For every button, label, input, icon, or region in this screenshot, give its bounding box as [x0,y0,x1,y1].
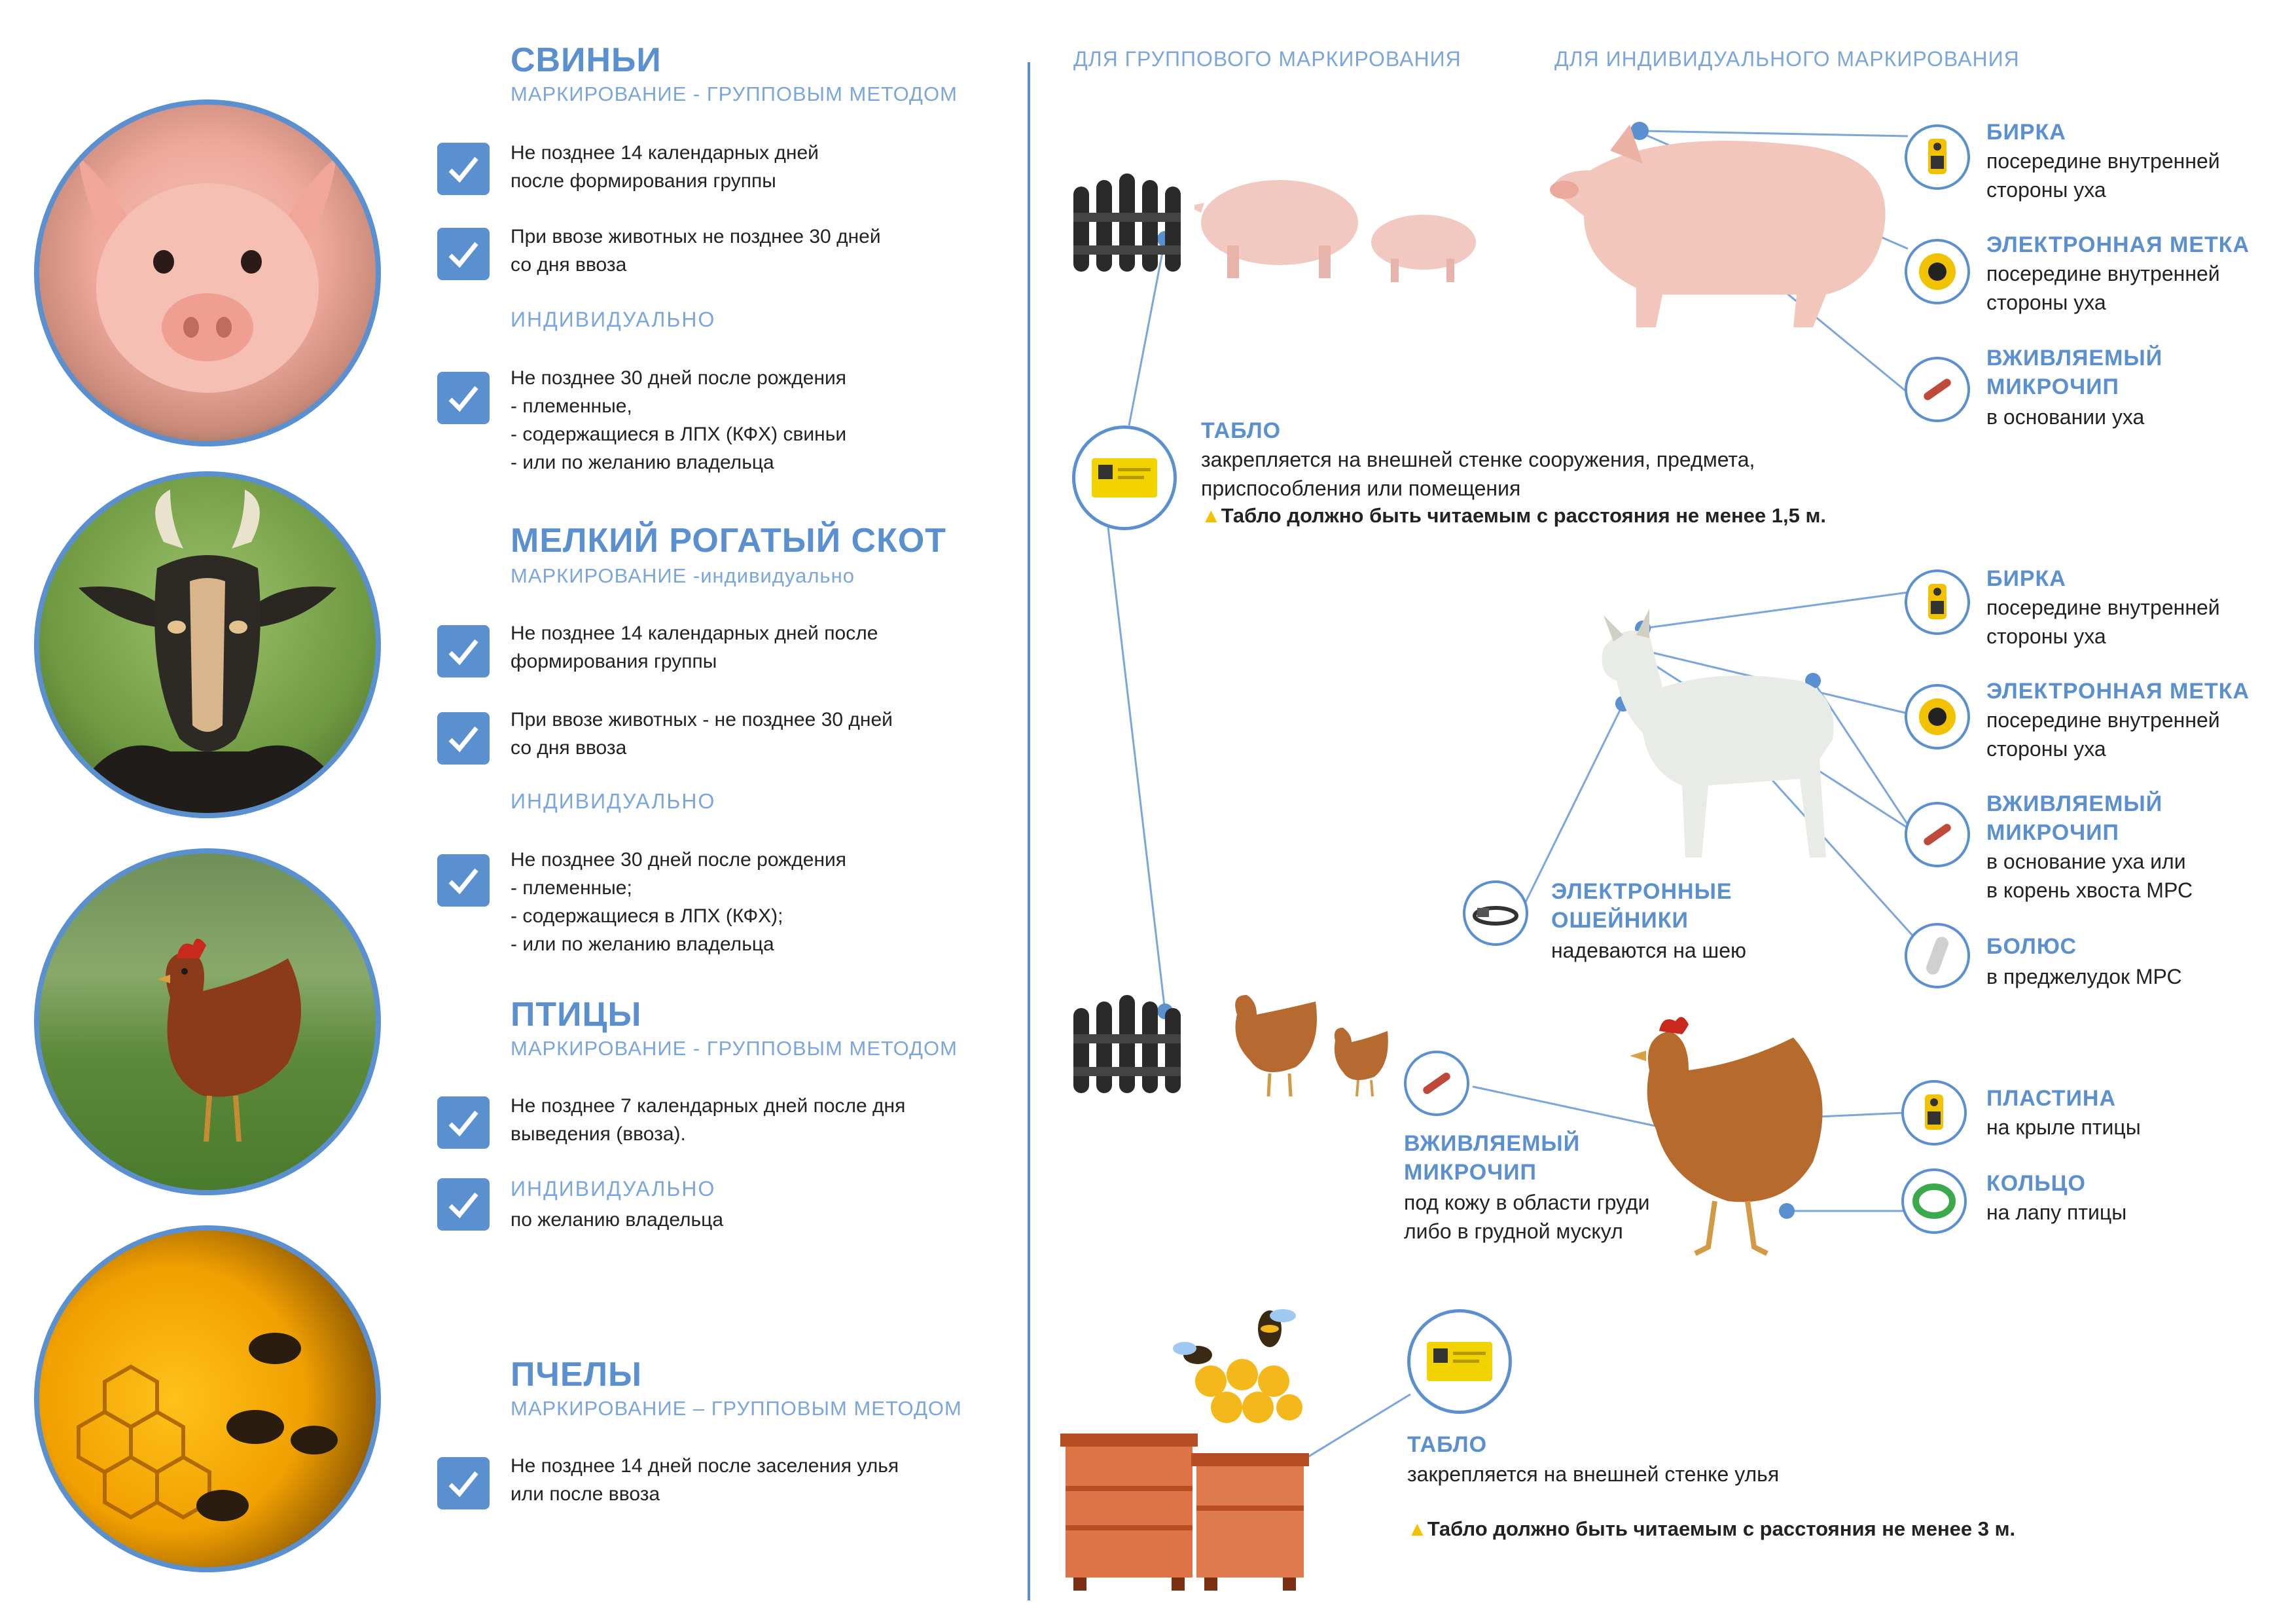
warning-icon: ▲ [1407,1517,1427,1540]
bolus-icon [1905,923,1970,988]
tablo1-desc: закрепляется на внешней стенке сооружения, предмета, приспособления или помещения [1201,448,1755,500]
chicken-illustration [1623,1011,1859,1260]
pigs-item-2: При ввозе животных не позднее 30 дней со дня ввоза [511,226,881,276]
small-cattle-individual-label: ИНДИВИДУАЛЬНО [511,789,716,813]
electronic-tag-icon [1905,684,1970,749]
pigs-individual-item: Не позднее 30 дней после рождения - племенные, - содержащиеся в ЛПХ (КФХ) свиньи - или по желанию владельца [511,367,847,473]
warning-icon: ▲ [1201,504,1221,527]
bees-title: ПЧЕЛЫ [511,1356,642,1394]
plate-icon [1901,1080,1967,1146]
hive-illustration [1060,1434,1309,1591]
header-individual-marking: ДЛЯ ИНДИВИДУАЛЬНОГО МАРКИРОВАНИЯ [1554,47,2020,71]
ring-icon [1901,1168,1967,1234]
chickens-group-illustration [1217,988,1401,1100]
bird-chip-label: ВЖИВЛЯЕМЫЙ МИКРОЧИП [1404,1131,1581,1185]
birds-individual-label: ИНДИВИДУАЛЬНО [511,1177,716,1200]
bird-chip-desc: под кожу в области груди либо в грудной мускул [1404,1191,1650,1243]
goat-tag-desc-1: посередине внутренней стороны уха [1986,596,2220,648]
pig-illustration [1538,111,1905,334]
pig-tag-desc-3: в основании уха [1986,405,2145,429]
bees-subtitle: МАРКИРОВАНИЕ – ГРУППОВЫМ МЕТОДОМ [511,1397,962,1420]
ear-tag-icon [1905,569,1970,635]
pig-tag-label-3: ВЖИВЛЯЕМЫЙ МИКРОЧИП [1986,346,2163,399]
tablo2-desc: закрепляется на внешней стенке улья [1407,1462,1780,1486]
tablo2-label: ТАБЛО [1407,1432,1488,1457]
goat-tag-label-4: БОЛЮС [1986,934,2077,959]
bees-item-1: Не позднее 14 дней после заселения улья или после ввоза [511,1455,899,1505]
collar-icon [1463,880,1528,946]
birds-individual-item: по желанию владельца [511,1209,724,1231]
small-cattle-item-1: Не позднее 14 календарных дней после формирования группы [511,623,878,672]
goat-tag-label-3: ВЖИВЛЯЕМЫЙ МИКРОЧИП [1986,791,2163,845]
small-cattle-individual-item: Не позднее 30 дней после рождения - племенные; - содержащиеся в ЛПХ (КФХ); - или по желанию владельца [511,849,847,955]
tablo-icon [1407,1309,1512,1414]
bird-tag-label-2: КОЛЬЦО [1986,1171,2086,1196]
collar-desc: надеваются на шею [1551,939,1747,962]
small-cattle-item-2: При ввозе животных - не позднее 30 дней со дня ввоза [511,709,893,759]
header-group-marking: ДЛЯ ГРУППОВОГО МАРКИРОВАНИЯ [1073,47,1462,71]
small-cattle-title: МЕЛКИЙ РОГАТЫЙ СКОТ [511,522,947,560]
goat-illustration [1551,609,1859,871]
bird-tag-desc-2: на лапу птицы [1986,1200,2127,1224]
pig-tag-label-1: БИРКА [1986,120,2066,145]
birds-subtitle: МАРКИРОВАНИЕ - ГРУППОВЫМ МЕТОДОМ [511,1037,958,1060]
goat-tag-desc-2: посередине внутренней стороны уха [1986,708,2220,761]
pigs-group-illustration [1194,173,1482,285]
tablo1-warning: ▲Табло должно быть читаемым с расстояния не менее 1,5 м. [1201,504,1827,527]
microchip-icon [1905,802,1970,867]
pigs-item-1: Не позднее 14 календарных дней после формирования группы [511,142,819,192]
pigs-title: СВИНЬИ [511,41,662,79]
tablo-icon [1072,425,1177,530]
ear-tag-icon [1905,124,1970,190]
birds-title: ПТИЦЫ [511,996,642,1034]
pig-tag-desc-1: посередине внутренней стороны уха [1986,149,2220,202]
birds-item-1: Не позднее 7 календарных дней после дня выведения (ввоза). [511,1095,906,1145]
goat-tag-desc-4: в преджелудок МРС [1986,965,2182,988]
microchip-icon [1905,357,1970,422]
tablo2-warning: ▲Табло должно быть читаемым с расстояния не менее 3 м. [1407,1517,2016,1540]
fence-icon [1073,173,1185,272]
collar-label: ЭЛЕКТРОННЫЕ ОШЕЙНИКИ [1551,879,1732,933]
bird-tag-label-1: ПЛАСТИНА [1986,1086,2117,1111]
pigs-individual-label: ИНДИВИДУАЛЬНО [511,308,716,331]
bees-illustration [1165,1303,1322,1440]
goat-tag-label-1: БИРКА [1986,566,2066,591]
fence-icon [1073,995,1185,1093]
pig-tag-desc-2: посередине внутренней стороны уха [1986,262,2220,314]
small-cattle-subtitle: МАРКИРОВАНИЕ -индивидуально [511,564,855,587]
goat-tag-desc-3: в основание уха или в корень хвоста МРС [1986,850,2193,902]
goat-tag-label-2: ЭЛЕКТРОННАЯ МЕТКА [1986,679,2250,704]
pigs-subtitle: МАРКИРОВАНИЕ - ГРУППОВЫМ МЕТОДОМ [511,82,958,105]
microchip-icon [1404,1051,1469,1116]
bird-tag-desc-1: на крыле птицы [1986,1115,2141,1139]
pig-tag-label-2: ЭЛЕКТРОННАЯ МЕТКА [1986,232,2250,257]
electronic-tag-icon [1905,239,1970,304]
tablo1-label: ТАБЛО [1201,418,1282,443]
